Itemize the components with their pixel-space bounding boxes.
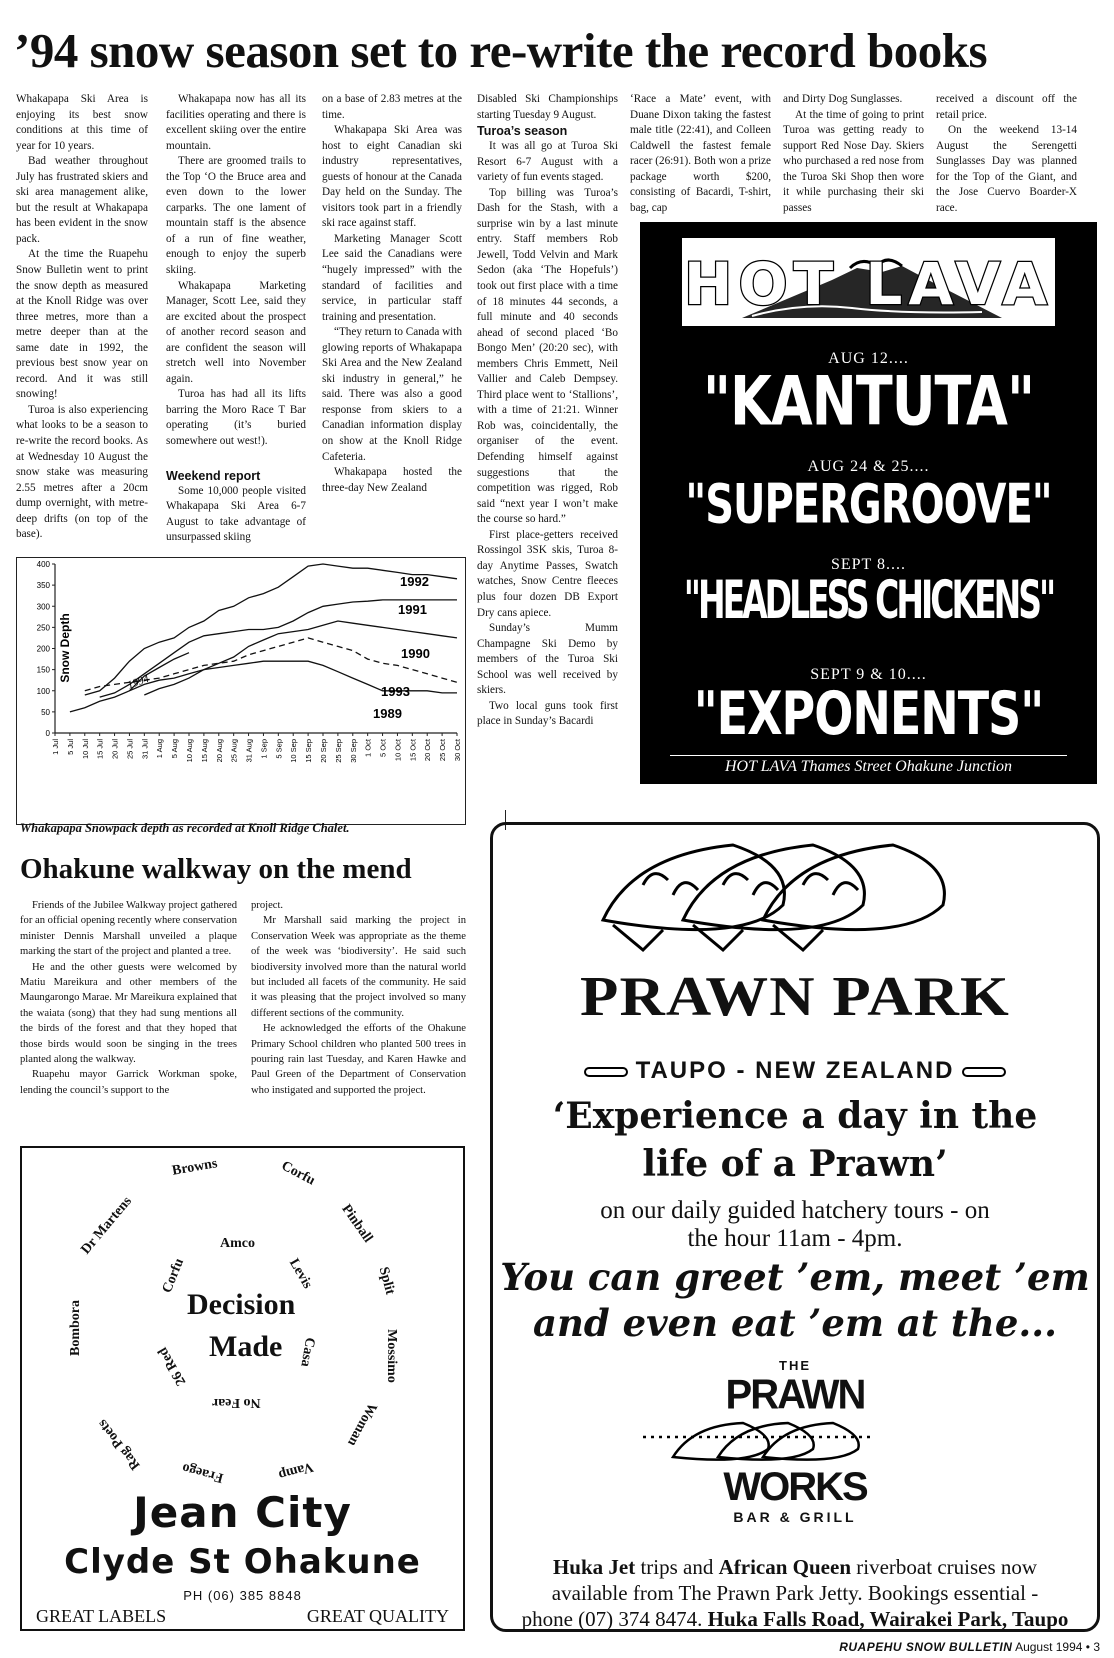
paragraph: He and the other guests were welcomed by Matiu Mareikura and other members of the Maungarongo Marae. Mr Mareikura explained that the waiata (song) that they had sung mentions all the birds of the forest and that they hoped that those birds would soon be singing in the trees planted along the walkway. [20, 961, 237, 1066]
x-tick-label: 5 Oct [378, 739, 388, 757]
paragraph: There are groomed trails to the Top ‘O the Bruce area and even down to the lower carparks. The one lament of mountain staff is the absence of a run of fine weather, enough to enjoy the superb skiing. [166, 155, 306, 277]
paragraph: At the time of going to print Turoa was getting ready to support Red Nose Day. Skiers who purchased a red nose from the Turoa Ski Shop then wore it while purchasing their ski passes [783, 108, 924, 214]
x-tick-label: 15 Oct [408, 739, 418, 762]
gig-act: "KANTUTA" [702, 362, 1035, 441]
paragraph: “They return to Canada with glowing reports of Whakapapa Ski Area and the New Zealand ski industry in general,” he said. There was also a good response from skiers to a Canadian information display on show at the Knoll Ridge Cafeteria. [322, 326, 462, 463]
y-tick-label: 0 [45, 729, 50, 738]
footer-text: riverboat cruises now [851, 1555, 1038, 1579]
y-tick-label: 150 [36, 665, 50, 675]
paragraph: and Dirty Dog Sunglasses. [783, 93, 903, 105]
paragraph: He acknowledged the efforts of the Ohakune Primary School children who planted 500 trees in pouring rain last Tuesday, and Karen Hawke and Paul Green of the Department of Conservation who instigated and supported the project. [251, 1023, 466, 1096]
y-tick-label: 350 [36, 581, 50, 591]
story-column-6 [783, 92, 924, 220]
paragraph: Top billing was Turoa’s Dash for the Stash, with a surprise win by a last minute entry. Staff members Rob Jewell, Todd Velvin and Mark Sedon (aka ‘The Hopefuls’) took out first place with a time of 18 minutes 44 seconds, a full minute and 40 seconds ahead of second placed ‘Bo Bongo Men’ (20:20 sec), with members Chris Emmett, Neil Vallier and Caleb Dempsey. Third place went to ‘Stallions’, with a time of 21:21. Winner Rob was, coincidentally, the organiser of the event. Defending himself against suggestions that the competition was rigged, Rob said “next year I won’t make the course so hard.” [477, 186, 618, 526]
ornament-left-icon [584, 1067, 628, 1077]
series-label-1991: 1991 [398, 602, 427, 617]
x-tick-label: 25 Sep [333, 739, 343, 763]
paragraph: Whakapapa now has all its facilities operating and there is excellent skiing over the entire mountain. [166, 93, 306, 152]
prawn-works-bar-grill: BAR & GRILL [733, 1509, 857, 1525]
chart-caption: Whakapapa Snowpack depth as recorded at Knoll Ridge Chalet. [20, 821, 350, 835]
gig-date: AUG 24 & 25.... [807, 458, 930, 475]
paragraph: First place-getters received Rossingol 3SK skis, Turoa 8-day Anytime Passes, Swatch watches, Snow Centre fleeces plus four dozen DB Export Dry cans apiece. [477, 528, 618, 619]
x-tick-label: 10 Sep [289, 739, 299, 763]
slogan-right: GREAT QUALITY [306, 1606, 449, 1626]
divider [670, 755, 1067, 756]
brand-word: Fraego [180, 1459, 226, 1486]
location-text: TAUPO - NEW ZEALAND [635, 1057, 955, 1084]
made-text: Made [209, 1330, 283, 1363]
series-label-1992: 1992 [400, 574, 429, 589]
paragraph: Mr Marshall said marking the project in Conservation Week was appropriate as the theme of the week was ‘biodiversity’. He said such biodiversity involved more than the natural world but included all facets of the community. He said it was pleasing that the project involved so many different sections of the community. [251, 915, 466, 1019]
paragraph: ‘Race a Mate’ event, with Duane Dixon taking the fastest male title (22:41), and Colleen Caldwell the fastest female racer (26:91). Both won a prize package worth $200, consisting of Bacardi, T-shirt, bag, cap [630, 93, 771, 214]
snow-depth-chart [16, 557, 466, 825]
y-tick-label: 100 [36, 686, 50, 696]
x-tick-label: 30 Sep [348, 739, 358, 763]
footer-text: trips and [635, 1555, 719, 1579]
hot-lava-logo-text: HOT LAVA [683, 250, 1054, 318]
prawn-footer-line [493, 1555, 1097, 1580]
tours-text: the hour 11am - 4pm. [687, 1225, 903, 1252]
x-tick-label: 20 Jul [110, 739, 120, 760]
brand-word: Dr Martens [78, 1194, 135, 1258]
y-tick-label: 300 [36, 602, 50, 612]
greet-text: and even eat ’em at the... [532, 1301, 1058, 1345]
greet-text: You can greet ’em, meet ’em [500, 1255, 1090, 1299]
story-column-3 [322, 92, 462, 552]
ornament-right-icon [962, 1067, 1006, 1077]
prawn-footer-line: available from The Prawn Park Jetty. Bookings essential - [551, 1581, 1039, 1605]
chart-svg [17, 558, 467, 826]
x-tick-label: 25 Oct [438, 739, 448, 762]
gig-date: SEPT 9 & 10.... [810, 666, 927, 683]
chart-labels [37, 560, 462, 763]
huka-jet-text: Huka Jet [552, 1555, 636, 1579]
prawn-works-works: WORKS [723, 1465, 867, 1509]
publication-name: RUAPEHU SNOW BULLETIN [839, 1640, 1013, 1654]
tagline: life of a Prawn’ [642, 1143, 948, 1185]
slogan-left: GREAT LABELS [36, 1606, 167, 1626]
paragraph: Ruapehu mayor Garrick Workman spoke, lending the council’s support to the [20, 1069, 237, 1096]
x-tick-label: 15 Aug [199, 739, 209, 763]
gig-act: "HEADLESS CHICKENS" [683, 568, 1054, 631]
y-tick-label: 50 [41, 707, 50, 717]
brand-word: Corfu [159, 1256, 188, 1296]
paragraph: Whakapapa Ski Area was host to eight Canadian ski industry representatives, guests of honour at the Canada Day held on the Sunday. The visitors took part in a friendly ski race against staff. [322, 124, 462, 230]
story-column-7 [936, 92, 1077, 220]
paragraph: Two local guns took first place in Sunday’s Bacardi [477, 699, 618, 728]
x-tick-label: 15 Jul [95, 739, 105, 760]
y-axis-label: Snow Depth [58, 613, 72, 683]
tours-text: on our daily guided hatchery tours - on [600, 1197, 990, 1224]
hot-lava-address: HOT LAVA Thames Street Ohakune Junction [724, 758, 1013, 775]
prawn-park-title: PRAWN PARK [580, 966, 1010, 1028]
paragraph: Some 10,000 people visited Whakapapa Ski Area 6-7 August to take advantage of unsurpassed skiing [166, 484, 306, 544]
x-tick-label: 10 Jul [80, 739, 90, 760]
y-tick-label: 200 [36, 644, 50, 654]
prawn-works-prawn: PRAWN [725, 1371, 865, 1419]
paragraph: Whakapapa hosted the three-day New Zealand [322, 466, 462, 494]
paragraph: It was all go at Turoa Ski Resort 6-7 August with a variety of fun events staged. [477, 140, 618, 184]
prawn-logo-icon [493, 825, 1097, 965]
paragraph: Bad weather throughout July has frustrated skiers and ski area management alike, but the result at Whakapapa has been evident in the snow pack. [16, 155, 148, 245]
x-tick-label: 25 Jul [125, 739, 135, 760]
tagline: ‘Experience a day in the [552, 1095, 1038, 1137]
brand-word: Browns [170, 1156, 219, 1179]
x-tick-label: 25 Aug [229, 739, 239, 763]
x-tick-label: 1 Oct [363, 739, 373, 757]
x-tick-label: 15 Sep [304, 739, 314, 763]
paragraph: Turoa has had all its lifts barring the Moro Race T Bar operating (it’s buried somewhere out west!). [166, 388, 306, 448]
brand-word: Bombora [68, 1300, 83, 1356]
gig-act: "EXPONENTS" [693, 677, 1044, 749]
jean-city-ad [20, 1146, 465, 1631]
brand-word: Split [375, 1265, 398, 1297]
story-column-1 [16, 92, 148, 552]
paragraph: Disabled Ski Championships starting Tuesday 9 August. [477, 93, 618, 121]
gig-date: SEPT 8.... [830, 556, 907, 573]
walkway-column-2 [251, 898, 466, 1138]
jean-city-name: Jean City [133, 1488, 352, 1537]
x-tick-label: 20 Sep [319, 739, 328, 763]
brand-word: Amco [220, 1236, 255, 1251]
walkway-column-1 [20, 898, 237, 1138]
brand-word: Vamp [276, 1458, 315, 1483]
prawn-park-subtitle [493, 1057, 1097, 1085]
walkway-headline: Ohakune walkway on the mend [20, 853, 412, 885]
y-tick-label: 250 [36, 623, 50, 633]
x-tick-label: 30 Oct [453, 739, 462, 762]
series-label-1993: 1993 [381, 684, 410, 699]
hot-lava-ad [640, 222, 1097, 784]
decision-text: Decision [187, 1288, 296, 1321]
gig-date: AUG 12.... [828, 350, 909, 367]
series-label-1990: 1990 [401, 646, 430, 661]
paragraph: On the weekend 13-14 August the Serengetti Sunglasses Day was planned for the Top of the Giant, and the Jose Cuervo Boarder-X race. [936, 124, 1077, 214]
series-label-1989: 1989 [373, 706, 402, 721]
gig-act: "SUPERGROOVE" [685, 473, 1052, 537]
brand-word: Levis [285, 1256, 315, 1292]
prawn-footer-line [493, 1607, 1097, 1632]
story-column-2 [166, 92, 306, 552]
prawn-park-ad [490, 822, 1100, 1632]
african-queen-text: African Queen [718, 1555, 852, 1579]
brand-word: Pinball [338, 1201, 376, 1246]
y-tick-label: 400 [36, 560, 50, 569]
x-tick-label: 31 Aug [244, 739, 254, 763]
story-column-5 [630, 92, 771, 220]
story-column-4 [477, 92, 618, 792]
hot-lava-logo [680, 236, 1057, 328]
paragraph: Turoa is also experiencing what looks to be a season to re-write the record books. As at Wednesday 10 August the snow stake was measuring 2.55 metres after a 20cm dump overnight, with metre-deep drifts (on top of the base). [16, 403, 148, 541]
x-tick-label: 1 Sep [259, 739, 269, 759]
brand-word: 26 Red [155, 1344, 190, 1389]
page-footer [839, 1640, 1100, 1654]
jean-city-address: Clyde St Ohakune [64, 1542, 421, 1582]
phone-text: phone (07) 374 8474. [521, 1607, 708, 1631]
x-tick-label: 20 Aug [214, 739, 224, 763]
paragraph: Whakapapa Marketing Manager, Scott Lee, said they are excited about the prospect of another record season and are confident the season will stretch well into November again. [166, 279, 306, 385]
x-tick-label: 1 Jul [51, 739, 60, 755]
paragraph: Friends of the Jubilee Walkway project gathered for an official opening recently where conservation minister Dennis Marshall unveiled a plaque marking the start of the project and planted a tree. [20, 900, 237, 958]
paragraph: Marketing Manager Scott Lee said the Canadians were “hugely impressed” with the standard of facilities and service, in particular staff training and presentation. [322, 232, 462, 323]
paragraph: At the time the Ruapehu Snow Bulletin went to print the snow depth as measured at the Knoll Ridge was over three metres, more than a metre deeper than at the same date in 1992, the previous best snow year on record. And it was still snowing! [16, 248, 148, 401]
brand-word: Corfu [278, 1158, 318, 1189]
x-tick-label: 20 Oct [423, 739, 433, 762]
x-tick-label: 5 Sep [274, 739, 284, 759]
x-tick-label: 10 Aug [185, 739, 194, 763]
brand-word: No Fear [212, 1395, 261, 1410]
prawn-works-icon [493, 1417, 1097, 1467]
brand-word: Mossimo [383, 1329, 399, 1383]
series-label-1994: 1994 [125, 672, 151, 692]
section-heading: Weekend report [166, 468, 261, 483]
paragraph: received a discount off the retail price. [936, 93, 1077, 121]
brand-word: Casa [297, 1336, 318, 1368]
x-tick-label: 5 Jul [65, 739, 75, 755]
paragraph: project. [251, 900, 284, 911]
main-headline: ’94 snow season set to re-write the record books [14, 23, 988, 78]
brand-word: Rag Poets [95, 1416, 144, 1473]
prawn-works-the: THE [779, 1358, 811, 1373]
issue-info: August 1994 • 3 [1015, 1640, 1100, 1654]
jean-city-phone: PH (06) 385 8848 [183, 1588, 302, 1603]
address-text: Huka Falls Road, Wairakei Park, Taupo [707, 1607, 1069, 1631]
x-tick-label: 31 Jul [140, 739, 150, 760]
x-tick-label: 5 Aug [170, 739, 180, 759]
x-tick-label: 1 Aug [155, 739, 165, 759]
paragraph: Sunday’s Mumm Champagne Ski Demo by members of the Turoa Ski School was well received by skiers. [477, 622, 618, 697]
x-tick-label: 10 Oct [393, 739, 403, 762]
section-heading: Turoa’s season [477, 124, 568, 139]
paragraph: Whakapapa Ski Area is enjoying its best snow conditions at this time of year for 10 years. [16, 93, 148, 152]
brand-word: Woman [344, 1400, 380, 1449]
paragraph: on a base of 2.83 metres at the time. [322, 93, 462, 121]
